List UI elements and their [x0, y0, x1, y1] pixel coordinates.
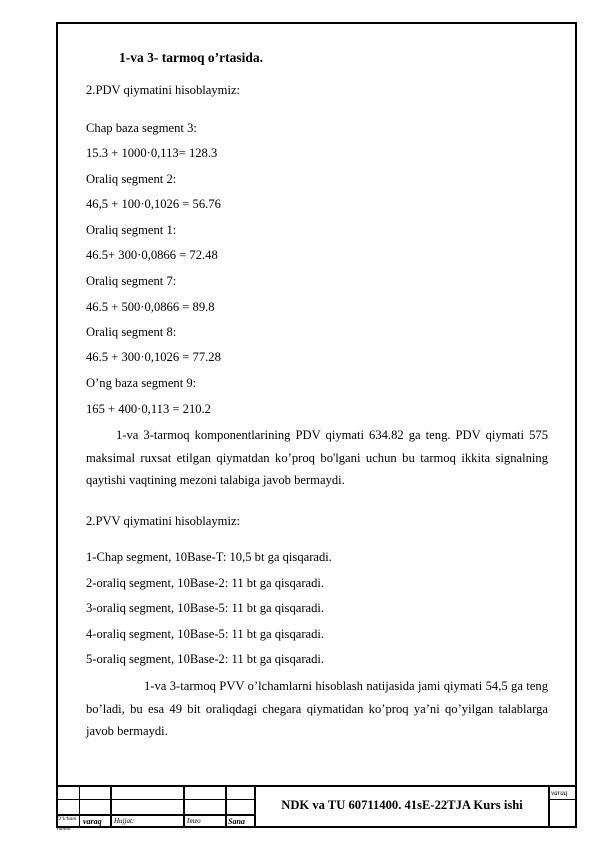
pdv-line: 46.5 + 300·0,1026 = 77.28 [86, 350, 221, 364]
stamp-col-line [183, 785, 185, 828]
pdv-line: 46.5 + 500·0,0866 = 89.8 [86, 300, 215, 314]
pdv-line: 165 + 400·0,113 = 210.2 [86, 402, 211, 416]
section-heading: 1-va 3- tarmoq o’rtasida. [119, 50, 263, 65]
pvv-line: 2-oraliq segment, 10Base-2: 11 bt ga qisqaradi. [86, 576, 325, 590]
stamp-col-line [79, 785, 80, 828]
pdv-line: Chap baza segment 3: [86, 121, 197, 135]
pdv-line: O’ng baza segment 9: [86, 376, 197, 390]
pdv-line: Oraliq segment 7: [86, 274, 177, 288]
stamp-label-signature: Imzo [187, 817, 201, 825]
stamp-document-title: NDK va TU 60711400. 41sE-22TJA Kurs ishi [281, 798, 523, 812]
stamp-top-border [56, 785, 577, 787]
pdv-conclusion: 1-va 3-tarmoq komponentlarining PDV qiymati 634.82 ga teng. PDV qiymati 575 maksimal ruxsat etilgan qiymatdan ko’proq bo'lgani uchun bu tarmoq ikkita signalning qaytishi vaqtining mezoni talabiga javob bermaydi. [86, 428, 548, 487]
stamp-sheet-label: varaq [551, 789, 568, 797]
stamp-label-sheet: varaq [83, 817, 102, 826]
stamp-label-size: O’lcham [57, 816, 77, 822]
pdv-line: Oraliq segment 2: [86, 172, 177, 186]
pdv-line: Oraliq segment 8: [86, 325, 177, 339]
pvv-line: 1-Chap segment, 10Base-T: 10,5 bt ga qisqaradi. [86, 550, 332, 564]
pvv-line: 3-oraliq segment, 10Base-5: 11 bt ga qisqaradi. [86, 601, 325, 615]
pdv-line: 15.3 + 1000·0,113= 128.3 [86, 146, 218, 160]
pdv-line: Oraliq segment 1: [86, 223, 177, 237]
pdv-line: 46.5+ 300·0,0866 = 72.48 [86, 248, 218, 262]
stamp-label-hamm: hamm [57, 826, 71, 832]
stamp-col-line [225, 785, 227, 828]
pdv-title: 2.PDV qiymatini hisoblaymiz: [86, 83, 241, 97]
stamp-label-date: Sana [228, 817, 245, 826]
pvv-line: 4-oraliq segment, 10Base-5: 11 bt ga qisqaradi. [86, 627, 325, 641]
pvv-conclusion: 1-va 3-tarmoq PVV o’lchamlarni hisoblash natijasida jami qiymati 54,5 ga teng bo’ladi, bu esa 49 bit oraliqdagi chegara qiymatidan ko’proq ya’ni qo’yilgan talablarga javob bermaydi. [86, 679, 548, 738]
pvv-title: 2.PVV qiymatini hisoblaymiz: [86, 514, 241, 528]
pdv-line: 46,5 + 100·0,1026 = 56.76 [86, 197, 221, 211]
stamp-row-line [548, 799, 577, 800]
stamp-col-line [110, 785, 112, 828]
stamp-col-line [548, 785, 550, 828]
pvv-line: 5-oraliq segment, 10Base-2: 11 bt ga qisqaradi. [86, 652, 325, 666]
stamp-label-document: Hujjat: [114, 817, 135, 825]
